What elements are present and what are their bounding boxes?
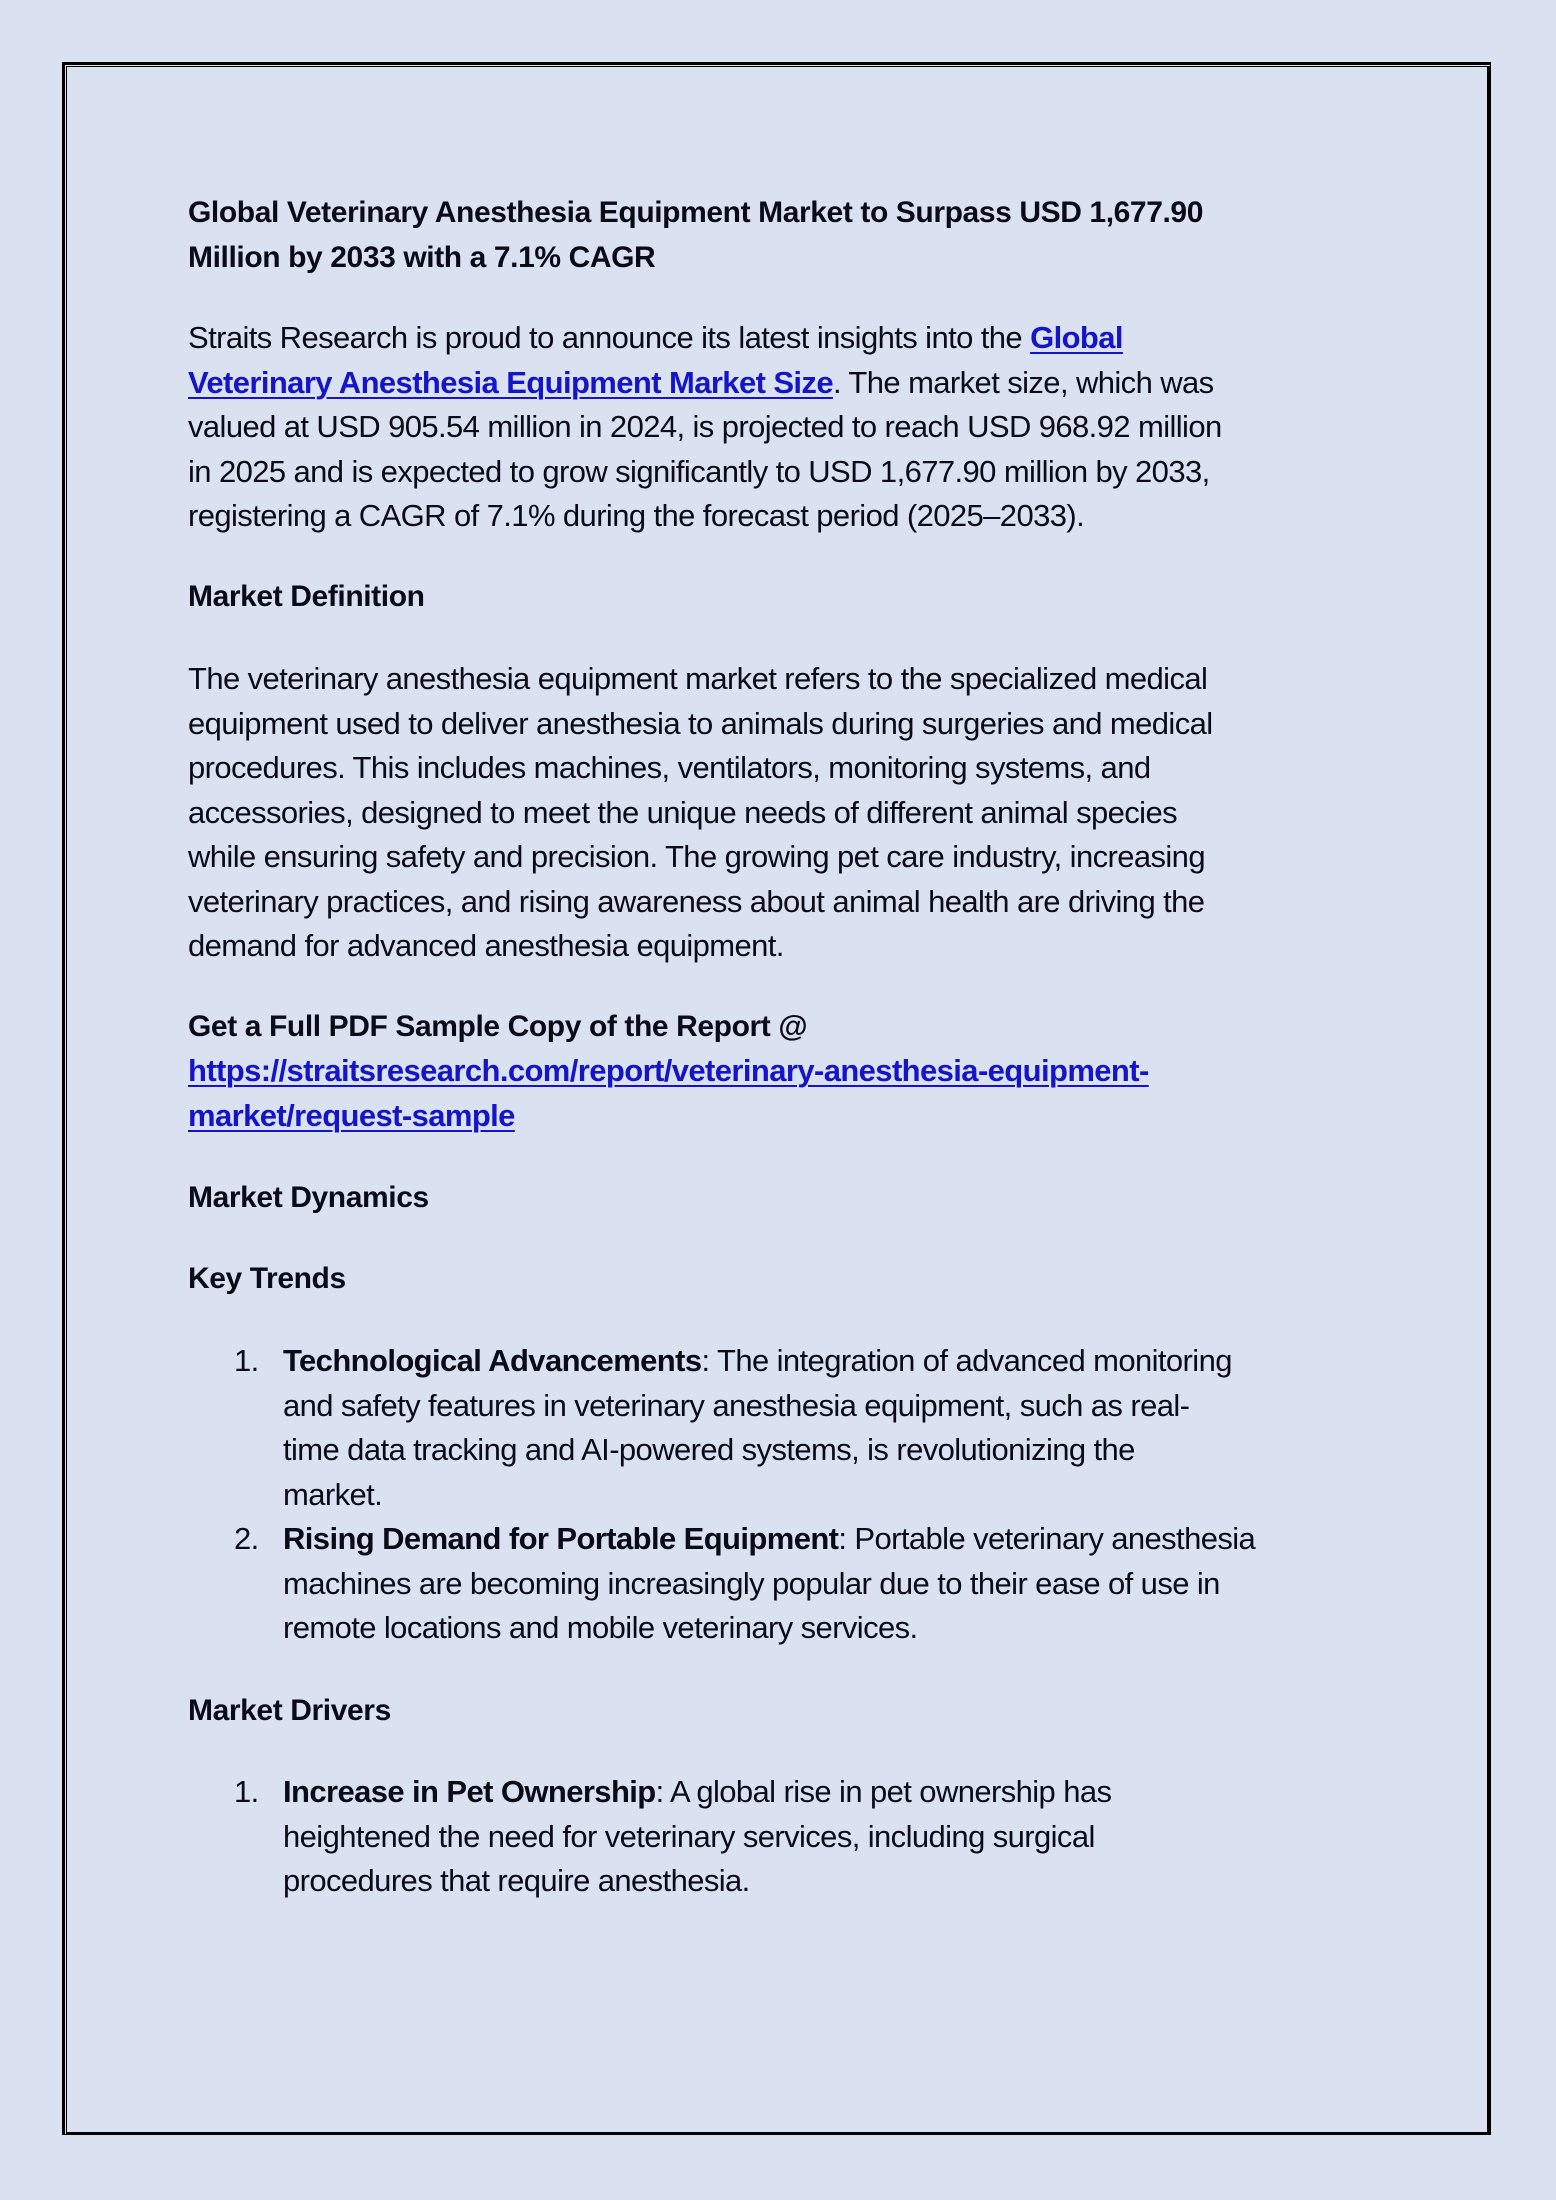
list-number: 1. [234,1774,259,1809]
key-trends-heading: Key Trends [188,1262,346,1295]
press-release-title [188,190,1368,280]
list-item-line [283,1339,1368,1384]
list-item-text: : The integration of advanced monitoring [701,1343,1232,1378]
definition-line: equipment used to deliver anesthesia to animals during surgeries and medical [188,705,1213,741]
intro-line: valued at USD 905.54 million in 2024, is projected to reach USD 968.92 million [188,409,1222,444]
list-item-line: remote locations and mobile veterinary services. [283,1610,918,1645]
list-item-line [283,1770,1368,1815]
list-item-title: Technological Advancements [283,1343,702,1378]
market-drivers-heading: Market Drivers [188,1694,391,1727]
section-heading-key-trends [188,1257,1368,1301]
list-number: 2. [234,1521,259,1556]
list-item-title: Increase in Pet Ownership [283,1774,656,1809]
definition-line: demand for advanced anesthesia equipment. [188,928,784,963]
list-number: 1. [234,1343,259,1378]
sample-request-block [188,1005,1368,1138]
intro-line [188,316,1368,361]
intro-text: Straits Research is proud to announce its latest insights into the [188,320,1031,355]
definition-line: veterinary practices, and rising awareness about animal health are driving the [188,883,1205,919]
definition-line: accessories, designed to meet the unique needs of different animal species [188,794,1177,830]
list-item-line: market. [283,1476,383,1512]
key-trends-list [188,1339,1368,1651]
market-size-link[interactable]: Veterinary Anesthesia Equipment Market Size [188,364,833,400]
intro-line: registering a CAGR of 7.1% during the forecast period (2025–2033). [188,498,1085,533]
list-item-text: : Portable veterinary anesthesia [838,1521,1256,1556]
section-heading-market-drivers [188,1689,1368,1733]
definition-line: while ensuring safety and precision. The growing pet care industry, increasing [188,839,1205,874]
intro-line [188,361,1368,406]
sample-url-line [188,1049,1368,1094]
market-definition-paragraph [188,657,1368,969]
title-line: Million by 2033 with a 7.1% CAGR [188,241,656,274]
list-item-text: : A global rise in pet ownership has [655,1774,1112,1809]
list-item-line [283,1517,1368,1562]
market-drivers-list [188,1770,1368,1904]
intro-paragraph [188,316,1368,539]
list-item [188,1517,1368,1651]
section-heading-market-dynamics [188,1176,1368,1220]
market-definition-heading: Market Definition [188,580,425,613]
sample-request-link[interactable]: market/request-sample [188,1097,515,1133]
list-item-line: machines are becoming increasingly popular due to their ease of use in [283,1565,1220,1601]
list-item-line: time data tracking and AI-powered systems, is revolutionizing the [283,1432,1135,1467]
section-heading-market-definition [188,575,1368,619]
sample-url-line [188,1094,1368,1139]
title-line: Global Veterinary Anesthesia Equipment Market to Surpass USD 1,677.90 [188,196,1203,229]
definition-line: The veterinary anesthesia equipment market refers to the specialized medical [188,661,1208,696]
list-item-line: and safety features in veterinary anesthesia equipment, such as real- [283,1387,1190,1423]
sample-request-label: Get a Full PDF Sample Copy of the Report @ [188,1010,808,1043]
list-item-line: procedures that require anesthesia. [283,1863,750,1898]
list-item-title: Rising Demand for Portable Equipment [283,1521,839,1556]
market-size-link[interactable]: Global [1030,320,1123,355]
list-item [188,1339,1368,1517]
intro-text: . The market size, which was [832,364,1214,400]
list-item-line: heightened the need for veterinary services, including surgical [283,1818,1095,1854]
sample-request-link[interactable]: https://straitsresearch.com/report/veterinary-anesthesia-equipment- [188,1053,1149,1088]
market-dynamics-heading: Market Dynamics [188,1181,429,1214]
intro-line: in 2025 and is expected to grow significantly to USD 1,677.90 million by 2033, [188,453,1210,489]
definition-line: procedures. This includes machines, ventilators, monitoring systems, and [188,750,1151,785]
list-item [188,1770,1368,1904]
